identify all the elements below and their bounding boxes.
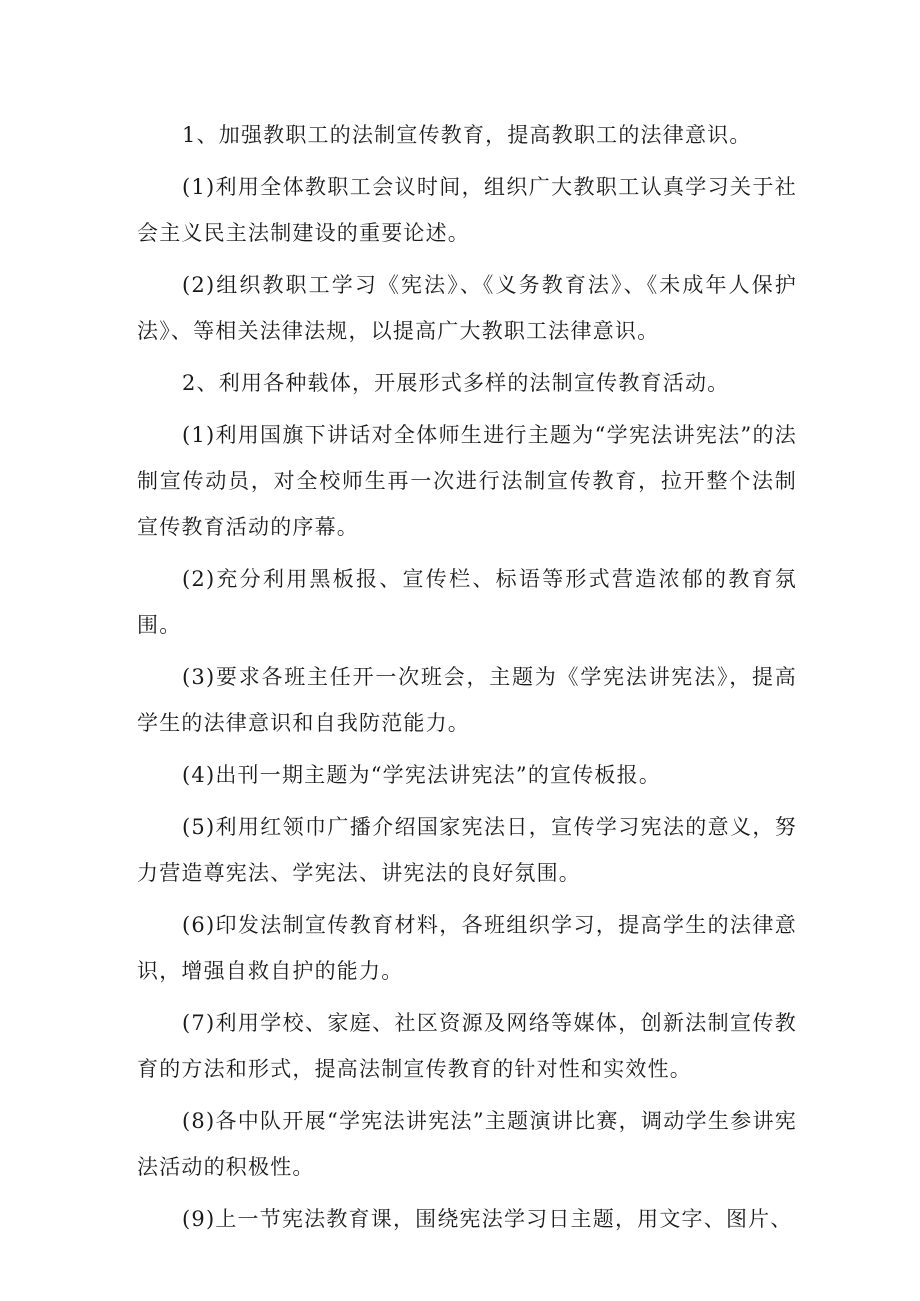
- section-heading-1: 1、加强教职工的法制宣传教育，提高教职工的法律意识。: [182, 123, 752, 147]
- paragraph-item: (7)利用学校、家庭、社区资源及网络等媒体，创新法制宣传教育的方法和形式，提高法制宣传教育的针对性和实效性。: [137, 1011, 797, 1081]
- paragraph-item: (1)利用国旗下讲话对全体师生进行主题为“学宪法讲宪法”的法制宣传动员，对全校师生再一次进行法制宣传教育，拉开整个法制宣传教育活动的序幕。: [137, 423, 797, 539]
- paragraph-item: (4)出刊一期主题为“学宪法讲宪法”的宣传板报。: [182, 763, 662, 787]
- paragraph-item: (1)利用全体教职工会议时间，组织广大教职工认真学习关于社会主义民主法制建设的重要论述。: [137, 175, 797, 245]
- section-heading-2: 2、利用各种载体，开展形式多样的法制宣传教育活动。: [182, 371, 730, 395]
- paragraph-item: (2)组织教职工学习《宪法》、《义务教育法》、《未成年人保护法》、等相关法律法规，以提高广大教职工法律意识。: [137, 273, 797, 343]
- paragraph-item: (8)各中队开展“学宪法讲宪法”主题演讲比赛，调动学生参讲宪法活动的积极性。: [137, 1109, 797, 1179]
- paragraph-item: (3)要求各班主任开一次班会，主题为《学宪法讲宪法》，提高学生的法律意识和自我防范能力。: [137, 665, 797, 735]
- paragraph-item: (9)上一节宪法教育课，围绕宪法学习日主题，用文字、图片、: [182, 1207, 793, 1231]
- document-body: [137, 112, 797, 1248]
- paragraph-item: (6)印发法制宣传教育材料，各班组织学习，提高学生的法律意识，增强自救自护的能力。: [137, 913, 797, 983]
- paragraph-item: (5)利用红领巾广播介绍国家宪法日，宣传学习宪法的意义，努力营造尊宪法、学宪法、讲宪法的良好氛围。: [137, 815, 797, 885]
- paragraph-item: (2)充分利用黑板报、宣传栏、标语等形式营造浓郁的教育氛围。: [137, 567, 797, 637]
